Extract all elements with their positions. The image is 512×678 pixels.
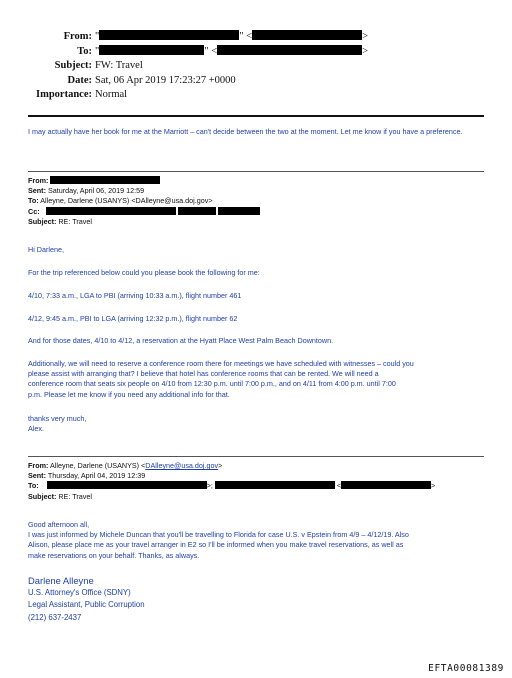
email3-from-suffix: > — [218, 461, 223, 470]
email3-body-line: I was just informed by Michele Duncan that you'll be travelling to Florida for case U.S. v Epstein from 4/9 – 4/12/19. Also — [28, 530, 409, 540]
header-date-value: Sat, 06 Apr 2019 17:23:27 +0000 — [95, 74, 236, 86]
header-subject-value: FW: Travel — [95, 60, 143, 72]
redaction-bar — [217, 45, 362, 55]
email3-subject-label: Subject: — [28, 491, 57, 501]
email3-to-separator: > — [431, 481, 436, 491]
email3-header — [28, 461, 488, 502]
header-subject-label: Subject: — [54, 60, 92, 72]
email2-subject-label: Subject: — [28, 216, 57, 226]
redaction-bar — [47, 481, 207, 489]
header-to-mid: " < — [204, 45, 218, 57]
email2-sent-label: Sent: — [28, 186, 46, 196]
email3-to-separator: >; — [206, 481, 213, 491]
redaction-bar — [341, 481, 431, 489]
divider — [28, 456, 484, 457]
email2-conference-paragraph — [28, 359, 488, 400]
signature-title: Legal Assistant, Public Corruption — [28, 600, 145, 610]
email3-subject-value: RE: Travel — [58, 491, 92, 501]
signature-block — [28, 574, 145, 624]
email2-thanks: thanks very much, — [28, 414, 87, 423]
email2-from-label: From: — [28, 176, 49, 185]
redaction-bar — [99, 45, 204, 55]
email2-conference-line: Additionally, we will need to reserve a conference room there for meetings we have scheduled with witnesses – could you — [28, 359, 414, 368]
intro-message — [28, 127, 488, 137]
redaction-bar — [252, 30, 362, 40]
email-header — [0, 30, 512, 103]
signature-office: U.S. Attorney's Office (SDNY) — [28, 588, 131, 597]
bates-stamp: EFTA00081389 — [428, 663, 504, 674]
email2-hotel: And for those dates, 4/10 to 4/12, a reservation at the Hyatt Place West Palm Beach Downtown. — [28, 336, 334, 345]
email2-closing — [28, 414, 488, 434]
redaction-bar — [99, 30, 239, 40]
email2-flight-1: 4/10, 7:33 a.m., LGA to PBI (arriving 10:33 a.m.), flight number 461 — [28, 291, 242, 300]
email2-conference-line: p.m. Please let me know if you need any additional info for that. — [28, 389, 230, 399]
email3-from-email-link[interactable]: DAlleyne@usa.doj.gov — [145, 461, 219, 470]
email2-header — [28, 176, 488, 227]
email2-subject-value: RE: Travel — [58, 216, 92, 226]
redaction-bar — [218, 207, 260, 215]
email2-conference-line: conference room that seats six people on 4/10 from 12:30 p.m. until 7:00 p.m., and on 4/11 from 4:00 p.m. until 7:00 — [28, 379, 396, 389]
email2-cc-label: Cc: — [28, 206, 40, 216]
email3-body — [28, 520, 488, 561]
header-to-row — [0, 45, 512, 60]
email2-to-label: To: — [28, 196, 39, 206]
email3-to-label: To: — [28, 481, 39, 491]
email2-paragraph: For the trip referenced below could you please book the following for me: — [28, 268, 260, 277]
redaction-bar — [46, 207, 176, 215]
header-from-label: From: — [63, 31, 92, 42]
intro-text: I may actually have her book for me at the Marriott – can't decide between the two at the moment. Let me know if you have a preference. — [28, 127, 463, 136]
email3-from-label: From: — [28, 461, 49, 470]
redaction-bar — [215, 481, 335, 489]
email2-conference-line: please assist with arranging that? I believe that hotel has conference rooms that can be rented. We will need a — [28, 369, 379, 379]
header-subject-row — [0, 59, 512, 74]
header-to-label: To: — [77, 45, 92, 57]
header-date-label: Date: — [67, 74, 92, 86]
email2-to-value: Alleyne, Darlene (USANYS) <DAlleyne@usa.doj.gov> — [40, 196, 213, 206]
header-from-mid: " < — [239, 31, 253, 42]
header-importance-value: Normal — [95, 89, 128, 101]
header-to-open: " — [95, 45, 100, 57]
divider — [28, 171, 484, 172]
email3-from-name: Alleyne, Darlene (USANYS) < — [49, 461, 146, 470]
email3-to-separator: < — [336, 481, 342, 491]
header-importance-row — [0, 88, 512, 103]
email3-body-line: make reservations on your behalf. Thanks, as always. — [28, 550, 200, 560]
signature-name: Darlene Alleyne — [28, 575, 94, 586]
email3-sent-value: Thursday, April 04, 2019 12:39 — [47, 471, 146, 481]
header-date-row — [0, 74, 512, 89]
header-from-open: " — [95, 31, 100, 42]
email3-body-line: Alison, please place me as your travel arranger in E2 so I'll be informed when you make travel reservations, as well as — [28, 540, 404, 550]
email2-flight-2: 4/12, 9:45 a.m., PBI to LGA (arriving 12:32 p.m.), flight number 62 — [28, 314, 238, 323]
redaction-bar — [178, 207, 216, 215]
email2-body — [28, 245, 488, 255]
email2-greeting: Hi Darlene, — [28, 245, 64, 254]
redaction-bar — [50, 176, 160, 184]
email2-sent-value: Saturday, April 06, 2019 12:59 — [47, 186, 145, 196]
email3-greeting: Good afternoon all, — [28, 520, 90, 529]
header-from-close: > — [362, 31, 369, 42]
email3-sent-label: Sent: — [28, 471, 46, 481]
email2-signoff: Alex. — [28, 424, 44, 434]
header-from-row — [0, 30, 512, 45]
header-to-close: > — [362, 45, 369, 57]
signature-phone: (212) 637-2437 — [28, 612, 82, 622]
header-importance-label: Importance: — [36, 89, 92, 101]
header-divider — [28, 115, 484, 117]
